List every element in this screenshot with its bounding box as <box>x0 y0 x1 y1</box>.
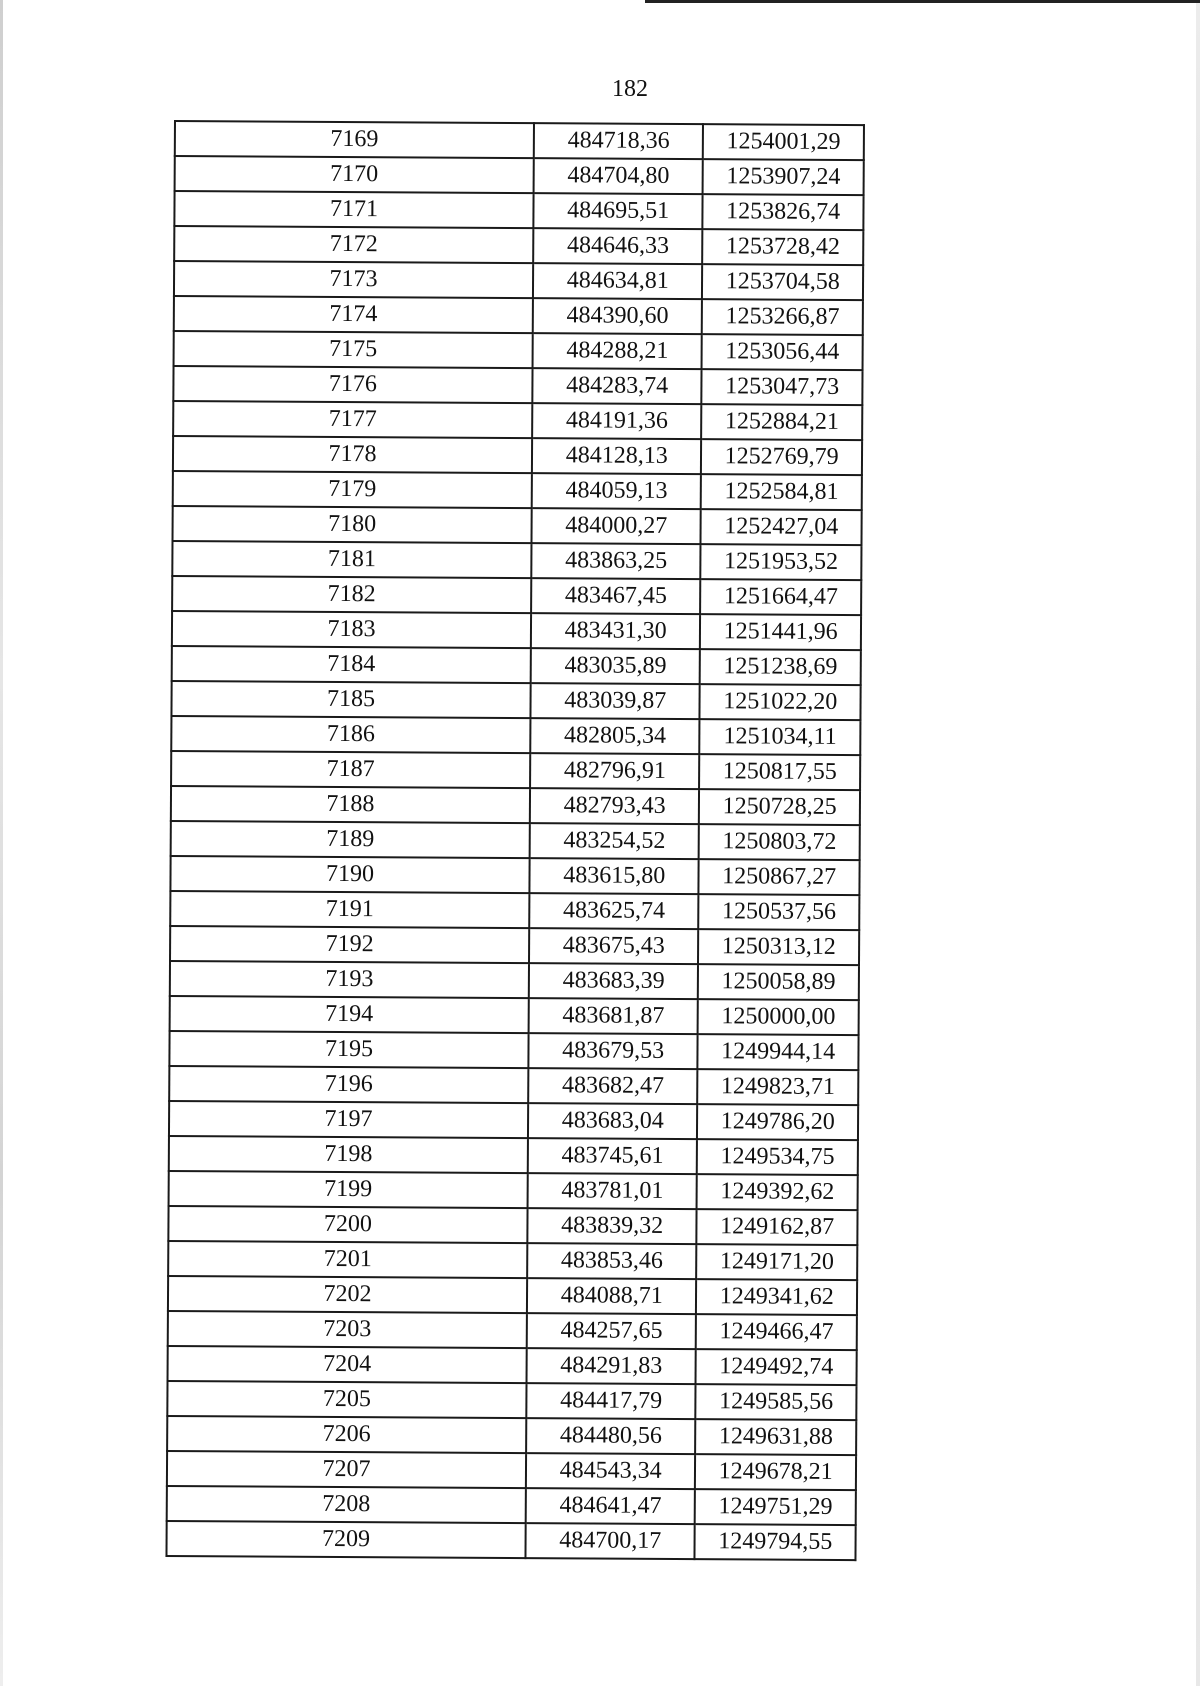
table-row <box>168 1276 857 1315</box>
x-coordinate-cell: 484480,56 <box>526 1418 696 1454</box>
y-coordinate-cell: 1250817,55 <box>699 754 860 790</box>
table-row <box>167 1416 856 1455</box>
table-row <box>169 1066 858 1105</box>
table-row <box>171 716 860 755</box>
point-number-cell: 7192 <box>170 926 529 963</box>
x-coordinate-cell: 483675,43 <box>529 928 699 964</box>
point-number-cell: 7207 <box>167 1451 526 1488</box>
table-row <box>174 261 863 300</box>
x-coordinate-cell: 484000,27 <box>532 508 702 544</box>
point-number-cell: 7186 <box>171 716 530 753</box>
x-coordinate-cell: 484695,51 <box>533 193 703 229</box>
y-coordinate-cell: 1249534,75 <box>697 1139 858 1175</box>
x-coordinate-cell: 483683,04 <box>528 1103 698 1139</box>
y-coordinate-cell: 1250803,72 <box>699 824 860 860</box>
point-number-cell: 7191 <box>170 891 529 928</box>
x-coordinate-cell: 484291,83 <box>527 1348 697 1384</box>
x-coordinate-cell: 484417,79 <box>526 1383 696 1419</box>
point-number-cell: 7205 <box>167 1381 526 1418</box>
table-row <box>174 296 863 335</box>
coordinates-table-body <box>166 121 864 1560</box>
x-coordinate-cell: 483679,53 <box>528 1033 698 1069</box>
x-coordinate-cell: 484641,47 <box>526 1488 696 1524</box>
y-coordinate-cell: 1250867,27 <box>699 859 860 895</box>
x-coordinate-cell: 484390,60 <box>533 298 703 334</box>
x-coordinate-cell: 484634,81 <box>533 263 703 299</box>
table-row <box>167 1381 856 1420</box>
y-coordinate-cell: 1253907,24 <box>703 159 864 195</box>
y-coordinate-cell: 1249466,47 <box>696 1314 857 1350</box>
y-coordinate-cell: 1252427,04 <box>701 509 862 545</box>
table-row <box>171 681 860 720</box>
table-row <box>172 611 861 650</box>
x-coordinate-cell: 484191,36 <box>532 403 702 439</box>
table-row <box>166 1521 855 1560</box>
y-coordinate-cell: 1249823,71 <box>698 1069 859 1105</box>
table-row <box>171 751 860 790</box>
table-row <box>172 541 861 580</box>
y-coordinate-cell: 1251238,69 <box>700 649 861 685</box>
x-coordinate-cell: 484059,13 <box>532 473 702 509</box>
y-coordinate-cell: 1253728,42 <box>703 229 864 265</box>
y-coordinate-cell: 1251022,20 <box>700 684 861 720</box>
y-coordinate-cell: 1249944,14 <box>698 1034 859 1070</box>
table-row <box>169 1101 858 1140</box>
point-number-cell: 7179 <box>173 471 532 508</box>
y-coordinate-cell: 1249492,74 <box>696 1349 857 1385</box>
y-coordinate-cell: 1249585,56 <box>696 1384 857 1420</box>
point-number-cell: 7200 <box>168 1206 527 1243</box>
x-coordinate-cell: 483683,39 <box>529 963 699 999</box>
x-coordinate-cell: 483039,87 <box>531 683 701 719</box>
page-number: 182 <box>612 76 648 102</box>
scan-left-edge <box>0 0 3 1686</box>
point-number-cell: 7190 <box>170 856 529 893</box>
x-coordinate-cell: 484543,34 <box>526 1453 696 1489</box>
table-row <box>174 226 863 265</box>
x-coordinate-cell: 483745,61 <box>528 1138 698 1174</box>
table-row <box>174 191 863 230</box>
point-number-cell: 7203 <box>168 1311 527 1348</box>
point-number-cell: 7199 <box>169 1171 528 1208</box>
point-number-cell: 7174 <box>174 296 533 333</box>
y-coordinate-cell: 1250000,00 <box>698 999 859 1035</box>
point-number-cell: 7193 <box>170 961 529 998</box>
table-row <box>168 1241 857 1280</box>
y-coordinate-cell: 1249341,62 <box>696 1279 857 1315</box>
x-coordinate-cell: 483254,52 <box>530 823 700 859</box>
x-coordinate-cell: 484646,33 <box>533 228 703 264</box>
top-border-rule <box>645 0 1200 3</box>
table-row <box>170 961 859 1000</box>
point-number-cell: 7201 <box>168 1241 527 1278</box>
table-row <box>170 926 859 965</box>
x-coordinate-cell: 483839,32 <box>527 1208 697 1244</box>
table-row <box>175 121 864 160</box>
point-number-cell: 7197 <box>169 1101 528 1138</box>
point-number-cell: 7181 <box>172 541 531 578</box>
point-number-cell: 7188 <box>171 786 530 823</box>
point-number-cell: 7208 <box>167 1486 526 1523</box>
point-number-cell: 7177 <box>173 401 532 438</box>
x-coordinate-cell: 483781,01 <box>528 1173 698 1209</box>
table-row <box>167 1486 856 1525</box>
point-number-cell: 7170 <box>175 156 534 193</box>
x-coordinate-cell: 483035,89 <box>531 648 701 684</box>
y-coordinate-cell: 1250058,89 <box>698 964 859 1000</box>
y-coordinate-cell: 1252769,79 <box>701 439 862 475</box>
y-coordinate-cell: 1253826,74 <box>703 194 864 230</box>
y-coordinate-cell: 1253047,73 <box>702 369 863 405</box>
point-number-cell: 7194 <box>170 996 529 1033</box>
point-number-cell: 7172 <box>174 226 533 263</box>
point-number-cell: 7189 <box>171 821 530 858</box>
x-coordinate-cell: 483682,47 <box>528 1068 698 1104</box>
table-row <box>168 1311 857 1350</box>
table-row <box>171 786 860 825</box>
point-number-cell: 7171 <box>174 191 533 228</box>
x-coordinate-cell: 484718,36 <box>534 123 704 159</box>
y-coordinate-cell: 1249171,20 <box>697 1244 858 1280</box>
x-coordinate-cell: 484257,65 <box>527 1313 697 1349</box>
y-coordinate-cell: 1249392,62 <box>697 1174 858 1210</box>
point-number-cell: 7187 <box>171 751 530 788</box>
y-coordinate-cell: 1251664,47 <box>700 579 861 615</box>
point-number-cell: 7183 <box>172 611 531 648</box>
y-coordinate-cell: 1253266,87 <box>702 299 863 335</box>
table-row <box>168 1346 857 1385</box>
point-number-cell: 7173 <box>174 261 533 298</box>
y-coordinate-cell: 1249631,88 <box>696 1419 857 1455</box>
table-row <box>174 331 863 370</box>
table-row <box>173 366 862 405</box>
point-number-cell: 7206 <box>167 1416 526 1453</box>
point-number-cell: 7185 <box>171 681 530 718</box>
y-coordinate-cell: 1249678,21 <box>695 1454 856 1490</box>
y-coordinate-cell: 1250728,25 <box>699 789 860 825</box>
y-coordinate-cell: 1254001,29 <box>703 124 864 160</box>
point-number-cell: 7195 <box>169 1031 528 1068</box>
table-row <box>167 1451 856 1490</box>
table-row <box>173 436 862 475</box>
x-coordinate-cell: 483625,74 <box>529 893 699 929</box>
point-number-cell: 7178 <box>173 436 532 473</box>
x-coordinate-cell: 484288,21 <box>533 333 703 369</box>
x-coordinate-cell: 484088,71 <box>527 1278 697 1314</box>
x-coordinate-cell: 482793,43 <box>530 788 700 824</box>
table-row <box>170 891 859 930</box>
table-row <box>171 821 860 860</box>
point-number-cell: 7202 <box>168 1276 527 1313</box>
point-number-cell: 7198 <box>169 1136 528 1173</box>
point-number-cell: 7209 <box>166 1521 525 1558</box>
table-row <box>173 506 862 545</box>
table-row <box>169 1171 858 1210</box>
y-coordinate-cell: 1252584,81 <box>701 474 862 510</box>
point-number-cell: 7169 <box>175 121 534 158</box>
y-coordinate-cell: 1251034,11 <box>700 719 861 755</box>
x-coordinate-cell: 483615,80 <box>529 858 699 894</box>
coordinates-table <box>165 120 865 1561</box>
y-coordinate-cell: 1250537,56 <box>699 894 860 930</box>
x-coordinate-cell: 483863,25 <box>531 543 701 579</box>
x-coordinate-cell: 482805,34 <box>530 718 700 754</box>
table-row <box>175 156 864 195</box>
y-coordinate-cell: 1249794,55 <box>695 1524 856 1560</box>
point-number-cell: 7180 <box>173 506 532 543</box>
y-coordinate-cell: 1249786,20 <box>697 1104 858 1140</box>
x-coordinate-cell: 484700,17 <box>526 1523 696 1559</box>
scan-right-edge <box>1196 0 1200 1686</box>
x-coordinate-cell: 483681,87 <box>529 998 699 1034</box>
table-row <box>169 1136 858 1175</box>
table-row <box>172 646 861 685</box>
y-coordinate-cell: 1250313,12 <box>698 929 859 965</box>
y-coordinate-cell: 1249751,29 <box>695 1489 856 1525</box>
table-row <box>170 856 859 895</box>
x-coordinate-cell: 482796,91 <box>530 753 700 789</box>
y-coordinate-cell: 1251441,96 <box>700 614 861 650</box>
x-coordinate-cell: 483467,45 <box>531 578 701 614</box>
y-coordinate-cell: 1253704,58 <box>702 264 863 300</box>
y-coordinate-cell: 1251953,52 <box>701 544 862 580</box>
point-number-cell: 7182 <box>172 576 531 613</box>
y-coordinate-cell: 1252884,21 <box>702 404 863 440</box>
table-row <box>170 996 859 1035</box>
point-number-cell: 7204 <box>168 1346 527 1383</box>
table-row <box>169 1031 858 1070</box>
x-coordinate-cell: 484128,13 <box>532 438 702 474</box>
y-coordinate-cell: 1253056,44 <box>702 334 863 370</box>
y-coordinate-cell: 1249162,87 <box>697 1209 858 1245</box>
table-row <box>172 576 861 615</box>
point-number-cell: 7175 <box>174 331 533 368</box>
point-number-cell: 7176 <box>173 366 532 403</box>
table-row <box>168 1206 857 1245</box>
x-coordinate-cell: 484704,80 <box>534 158 704 194</box>
x-coordinate-cell: 484283,74 <box>532 368 702 404</box>
table-row <box>173 471 862 510</box>
x-coordinate-cell: 483853,46 <box>527 1243 697 1279</box>
x-coordinate-cell: 483431,30 <box>531 613 701 649</box>
table-row <box>173 401 862 440</box>
point-number-cell: 7184 <box>172 646 531 683</box>
point-number-cell: 7196 <box>169 1066 528 1103</box>
